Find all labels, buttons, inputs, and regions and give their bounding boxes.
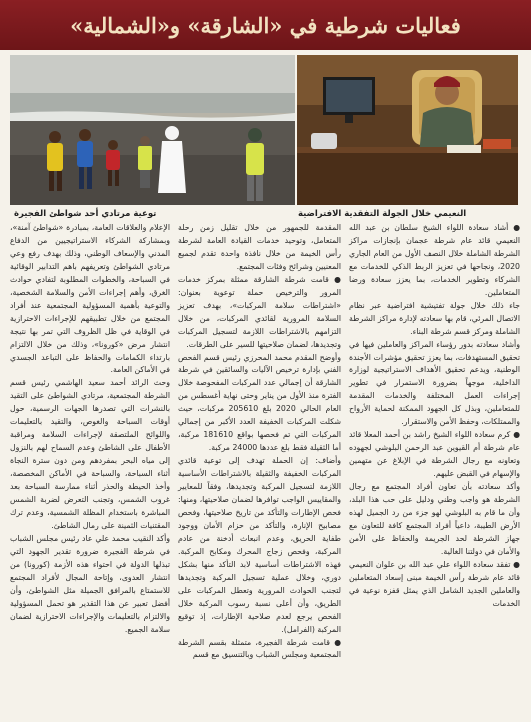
paragraph: جاء ذلك خلال جولة تفتيشية افتراضية عبر نظام الاتصال المرئي، قام بها سعادته لإدارة مراكز الشرطة الشاملة ومركز قسم شرطة البناء. bbox=[349, 300, 520, 336]
paragraph: وأكد النقيب محمد علي عاد رئيس مجلس الشباب في شرطة الفجيرة ضرورة تقدير الجهود التي تبذلها الدولة في احتواء هذه الأزمة (كورونا) من انتشار العدوى، وإتاحة المجال لأفراد المجتمع للاستمتاع بالمرافق الجميلة مثل الشواطئ، وأن أفضل تعبير عن هذا التقدير هو تحمل المسؤولية والالتزام بالتعليمات والإجراءات الاحترازية لضمان سلامة الجميع. bbox=[10, 533, 170, 634]
paragraph: ● أشاد سعادة اللواء الشيخ سلطان بن عبد الله النعيمي قائد عام شرطة عجمان بإنجازات مراكز الشرطة الشاملة خلال النصف الأول من العام الجاري 2020، ونجاحها في تعزيز الربط الذكي للخدمات مع الشركاء وتطوير الخدمات، بما يعزز سعادة ورضا المتعاملين. bbox=[349, 223, 520, 297]
caption-beach-photo: توعية مرتادي أحد شواطئ الفجيرة bbox=[14, 209, 157, 219]
paragraph: ● تفقد سعادة اللواء علي عبد الله بن علوان النعيمي قائد عام شرطة رأس الخيمة مبنى إسعاد المتعاملين والعاملين الجديد الشامل الذي يمثل قفزة نوعية في الخدمات bbox=[349, 559, 520, 608]
paragraph: وأضاف: إن الحملة تهدف إلى توعية قائدي المركبات الخفيفة والثقيلة بالاشتراطات الأساسية اللازمة لتسجيل المركبة وتجديدها، وفقاً للمعايير والمقاييس الواجب توافرها لضمان صلاحيتها، ومنها: فحص الإطارات والتأكد من تاريخ صلاحيتها، وفحص مصابيح الإنارة، والتأكد من حزام الأمان ووجود طفاية الحريق، وعدم انبعاث أدخنة من عادم المركبة، وفحص زجاج المحرك ومكابح المركبة. فهذه الاشتراطات أساسية لابد التأكد منها بشكل دوري، وخلال عملية تسجيل المركبة وتجديدها لتجنب الحوادث المرورية وتعطل المركبات على الطريق، وأن أعلى نسبة رسوب المركبة خلال الفحص يرجع لعدم صلاحية الإطارات، إذ توقيع المركبة (الفرامل). bbox=[178, 456, 341, 634]
commander-desk-photo bbox=[297, 55, 518, 205]
paragraph: الإعلام والعلاقات العامة، بمبادرة «شواطئ آمنة»، وبمشاركة الشركاء الاستراتيجيين من الدفاع المدني والإسعاف الوطني، وذلك بهدف رفع وعي مرتادي الشواطئ وتعريفهم باهم التدابير الوقائية في السباحة، والخطوات المطلوبة لتفادي حوادث الغرق، وأهم إجراءات الأمن والسلامة الشخصية، والتوعية بأهمية المسؤولية المجتمعية عند أفراد المجتمع من خلال تطبيقهم للإجراءات الاحترازية في الوقاية في ظل الظروف التي تمر بها نتيجة انتشار مرض «كورونا»، وذلك من خلال الالتزام بارتداء الكمامات والحفاظ على التباعد الجسدي في الأماكن العامة. bbox=[10, 223, 170, 375]
paragraph: ● كرم سعادة اللواء الشيخ راشد بن أحمد المعلا قائد عام شرطة أم القيوين عبد الرحمن البلوشي لجهوده وتعاونه مع رجال الشرطة في الإبلاغ عن متهمين والإسهام في القبض عليهم. bbox=[349, 430, 520, 479]
paragraph: وأوضح المقدم محمد المحرزي رئيس قسم الفحص الفني بإدارة ترخيص الآليات والسائقين في شرطة الشارقة أن إجمالي عدد المركبات المفحوصة خلال الفترة منذ الأول من يناير وحتى نهاية أغسطس من العام الحالي 2020 بلغ 205610 مركبات، حيث شكلت المركبات الخفيفة العدد الأكبر من إجمالي المركبات التي تم فحصها بواقع 181610 مركبة، أما الثقيلة فقط بلغ عددها 24000 مركبة. bbox=[178, 352, 342, 453]
paragraph: وحث الرائد أحمد سعيد الهاشمي رئيس قسم الشرطة المجتمعية، مرتادي الشواطئ على التقيد بالنشرات التي تصدرها الجهات الرسمية، حول أوقات السباحة والغوص، والتقيد بالتعليمات واللوائح الملتصقة لإجراءات السلامة ومراقبة الأطفال على الشاطئ وعدم السماح لهم بالنزول إلى مياه البحر بمفردهم ومن دون سترة النجاة أثناء السباحة، والسباحة في الأماكن المخصصة، وأخذ الحيطة والحذر أثناء ممارسة السباحة بعد غروب الشمس، وتجنب التعرض لضربة الشمس المباشرة باستخدام المظلة الشمسية، وعدم ترك المقتنيات الثمينة على رمال الشاطئ. bbox=[10, 378, 170, 530]
article-column-right bbox=[349, 222, 520, 611]
paragraph: المقدمة للجمهور من خلال تقليل زمن رحلة المتعامل، وتوحيد خدمات القيادة العامة لشرطة رأس الخيمة من خلال نافذة واحدة تقدم لجميع المعنيين وشرائح وفئات المجتمع. bbox=[178, 223, 341, 271]
article-column-left bbox=[10, 222, 170, 637]
paragraph: وأشاد سعادته بدور رؤساء المراكز والعاملين فيها في تحقيق المستهدفات، بما يعزز تحقيق مؤشرات الأجندة الوطنية، ويدعم تحقيق الأهداف الاستراتيجية لوزارة الداخلية، موجهاً بضرورة الاستمرار في تطوير إجراءات العمل المختلفة والخدمات المقدمة للمتعاملين، وبذل كل الجهود الممكنة لحماية الأرواح والممتلكات، وحفظ الأمن والاستقرار. bbox=[349, 339, 520, 427]
headline: فعاليات شرطية في «الشارقة» و«الشمالية» bbox=[70, 12, 461, 38]
caption-commander-photo: النعيمي خلال الجولة التفقدية الافتراضية bbox=[298, 209, 467, 219]
paragraph: ● قامت شرطة الفجيرة، متمثلة بقسم الشرطة المجتمعية ومجلس الشباب وبالتنسيق مع قسم bbox=[178, 637, 341, 660]
beach-awareness-photo bbox=[10, 55, 295, 205]
paragraph: وأكد سعادته بأن تعاون أفراد المجتمع مع رجال الشرطة هو واجب وطني ودليل على حب هذا البلد، وأن ما قام به البلوشي لهو جزء من رد الجميل لهذه الأرض الطيبة، داعياً أفراد المجتمع كافة للتعاون مع جهاز الشرطة لحد الجريمة والحفاظ على الأمن والأمان في دولتنا الغالية. bbox=[349, 482, 520, 556]
headline-banner bbox=[0, 0, 531, 50]
paragraph: ● قامت شرطة الشارقة ممثلة بمركز خدمات المرور والترخيص حملة توعوية بعنوان: «اشتراطات سلامة المركبات»، بهدف تعزيز السلامة المرورية لقائدي المركبات، من خلال التزامهم بالاشتراطات اللازمة لتسجيل المركبات وتجديدها، لضمان صلاحيتها للسير على الطرقات. bbox=[178, 274, 341, 349]
article-column-middle bbox=[178, 222, 341, 662]
